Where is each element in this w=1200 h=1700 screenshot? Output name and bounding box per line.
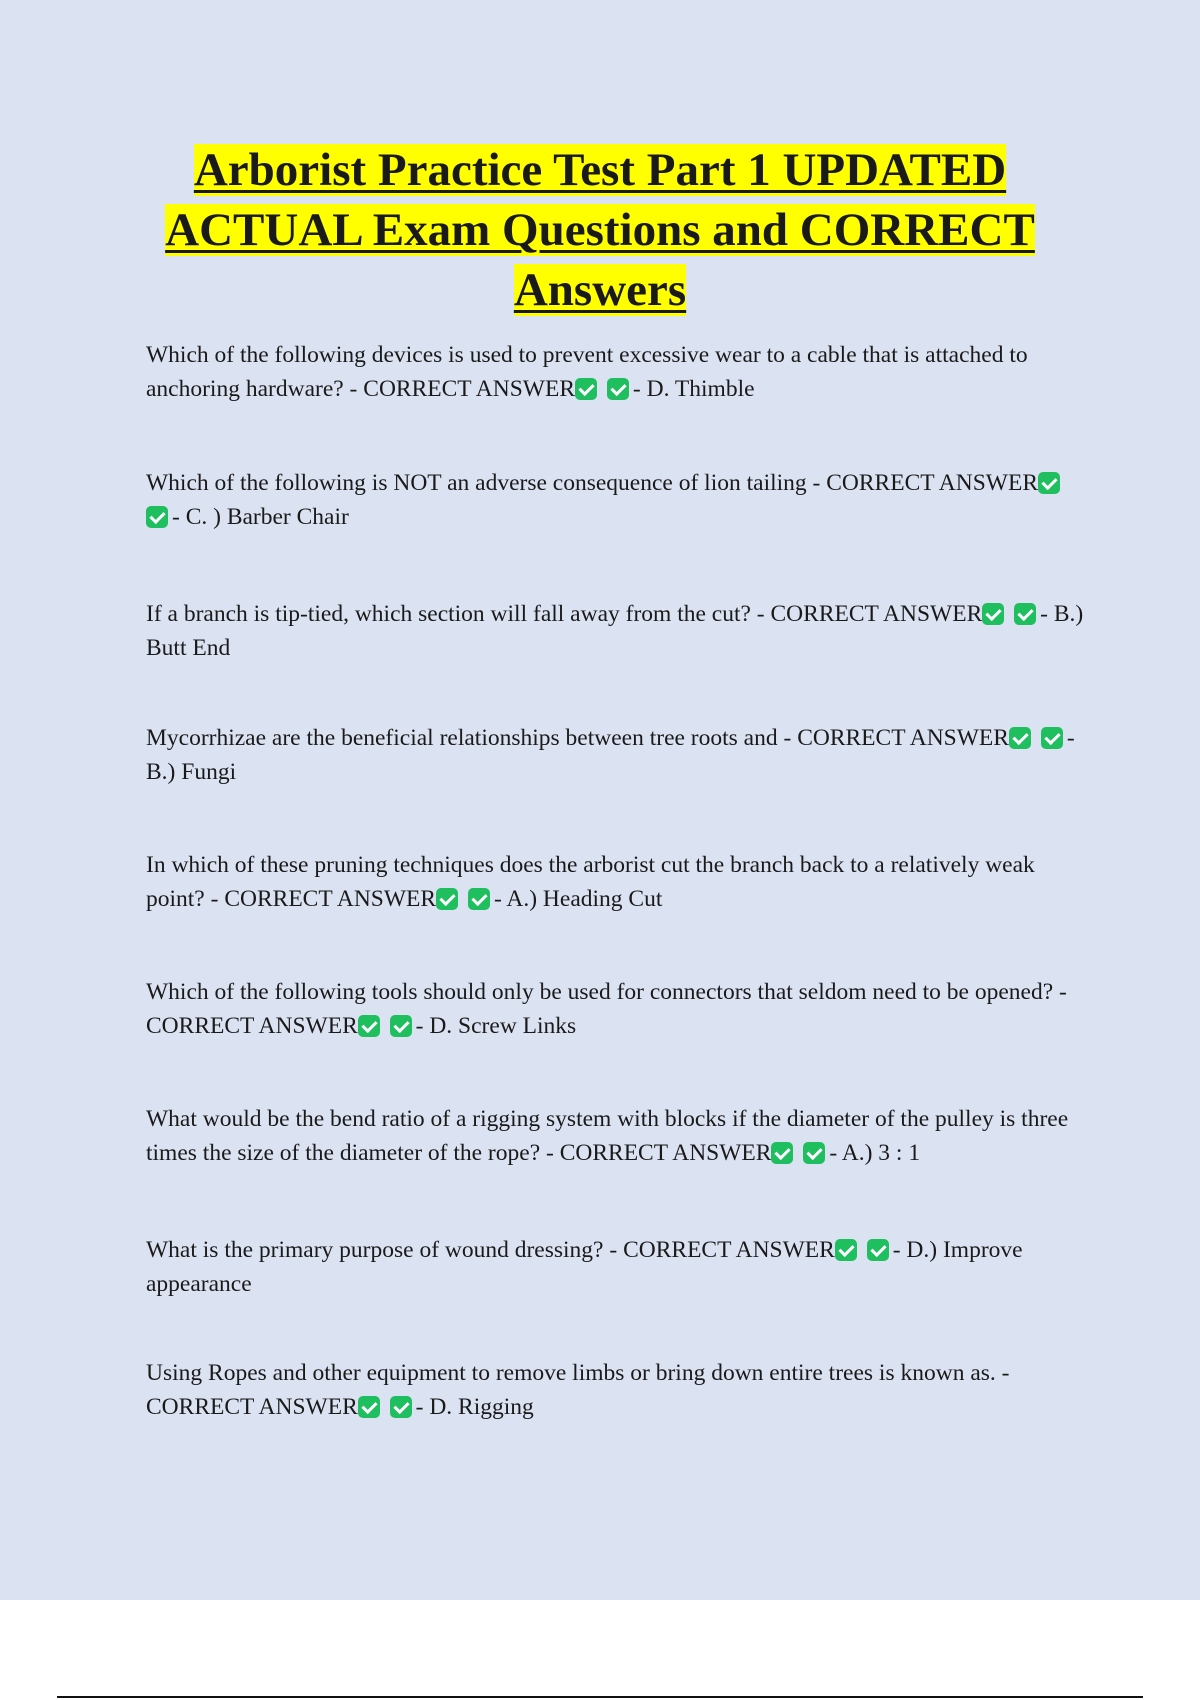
check-mark-icon [607,378,629,400]
check-mark-icon [803,1142,825,1164]
question-text: Which of the following is NOT an adverse consequence of lion tailing - [146,470,821,496]
qa-item-4 [146,721,1086,789]
check-mark-icon [1014,603,1036,625]
answer-marker: CORRECT ANSWER [623,1237,835,1263]
answer-marker: CORRECT ANSWER [224,886,437,912]
check-mark-icon [358,1015,380,1037]
question-text: Using Ropes and other equipment to remove limbs or bring down entire trees is known as. - [146,1360,1010,1386]
answer-text: - B.) Fungi [146,725,1075,785]
check-mark-icon [867,1239,889,1261]
question-text: If a branch is tip-tied, which section will fall away from the cut? - [146,601,765,627]
check-mark-icon [358,1396,380,1418]
question-text: In which of these pruning techniques does the arborist cut the branch back to a relatively weak point? - [146,852,1035,912]
answer-marker: CORRECT ANSWER [146,1013,358,1039]
question-text: What is the primary purpose of wound dressing? - [146,1237,618,1263]
answer-text: - D. Screw Links [415,1013,577,1039]
check-mark-icon [575,378,597,400]
check-mark-icon [146,506,168,528]
answer-marker: CORRECT ANSWER [826,470,1038,496]
answer-text: - A.) Heading Cut [493,886,663,912]
check-mark-icon [1041,727,1063,749]
question-text: What would be the bend ratio of a rigging system with blocks if the diameter of the pulley is three times the size of the diameter of the rope? - [146,1106,1069,1166]
answer-text: - B.) Butt End [146,601,1084,661]
answer-text: - D. Thimble [632,376,755,402]
question-text: Mycorrhizae are the beneficial relationships between tree roots and - [146,725,792,751]
answer-marker: CORRECT ANSWER [770,601,983,627]
document-title [100,140,1100,320]
qa-item-9 [146,1356,1086,1424]
answer-marker: CORRECT ANSWER [797,725,1009,751]
answer-text: - D. Rigging [415,1394,534,1420]
qa-item-1 [146,338,1086,406]
qa-item-2 [146,466,1086,534]
question-text: Which of the following devices is used to prevent excessive wear to a cable that is attached to anchoring hardware? - [146,342,1028,402]
check-mark-icon [982,603,1004,625]
answer-marker: CORRECT ANSWER [363,376,576,402]
qa-item-5 [146,848,1086,916]
qa-item-8 [146,1233,1086,1301]
answer-text: - A.) 3 : 1 [829,1140,921,1166]
answer-text: - D.) Improve appearance [146,1237,1023,1297]
qa-item-7 [146,1102,1086,1170]
page-bottom-rule [57,1696,1143,1698]
check-mark-icon [468,888,490,910]
question-text: Which of the following tools should only be used for connectors that seldom need to be opened? - [146,979,1067,1005]
check-mark-icon [436,888,458,910]
answer-text: - C. ) Barber Chair [172,504,349,530]
qa-item-6 [146,975,1086,1043]
answer-marker: CORRECT ANSWER [559,1140,772,1166]
check-mark-icon [1038,472,1060,494]
qa-item-3 [146,597,1086,665]
check-mark-icon [390,1396,412,1418]
check-mark-icon [771,1142,793,1164]
check-mark-icon [390,1015,412,1037]
check-mark-icon [1009,727,1031,749]
document-title-text: Arborist Practice Test Part 1 UPDATED ACTUAL Exam Questions and CORRECT Answers [165,144,1035,316]
answer-marker: CORRECT ANSWER [146,1394,358,1420]
check-mark-icon [835,1239,857,1261]
